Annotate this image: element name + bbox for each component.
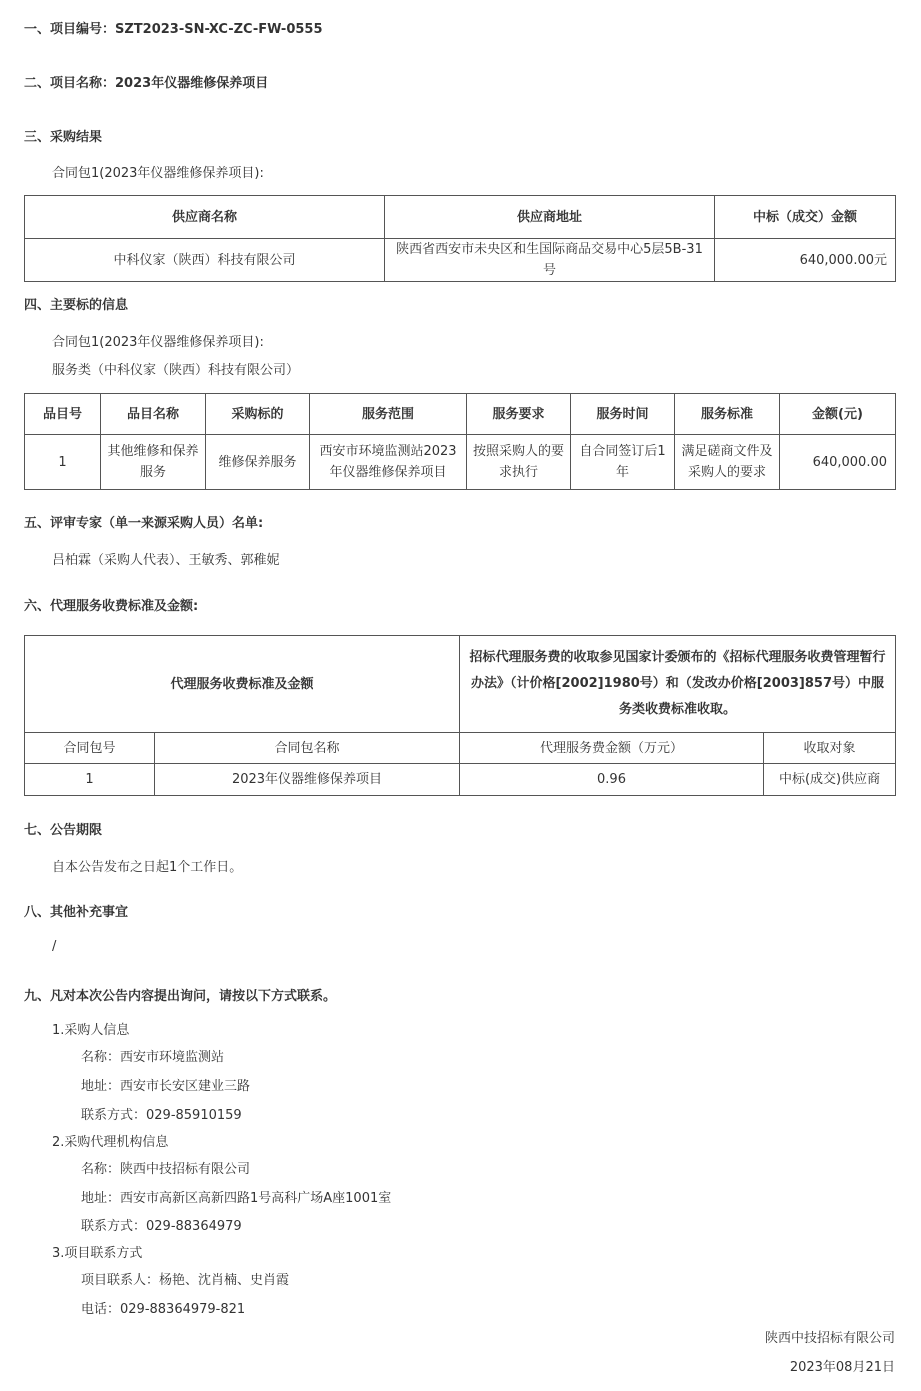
other-matters-text: /	[52, 939, 57, 954]
section-title-agency-fee: 六、代理服务收费标准及金额:	[24, 599, 199, 614]
table-header-row	[25, 196, 896, 239]
contract-package-label-2: 合同包1(2023年仪器维修保养项目):	[52, 335, 264, 350]
agency-info-title: 2.采购代理机构信息	[52, 1135, 169, 1150]
package-name: 2023年仪器维修保养项目	[155, 764, 460, 796]
fee-amount: 0.96	[460, 764, 764, 796]
fee-table	[24, 635, 896, 796]
header-service-scope: 服务范围	[310, 394, 467, 435]
package-no: 1	[25, 764, 155, 796]
supplier-name: 中科仪家（陕西）科技有限公司	[25, 239, 385, 282]
header-package-name: 合同包名称	[155, 733, 460, 764]
header-charged-party: 收取对象	[764, 733, 896, 764]
header-service-standard: 服务标准	[675, 394, 780, 435]
item-no: 1	[25, 435, 101, 490]
project-contact-phone: 电话：029-88364979-821	[81, 1302, 246, 1317]
fee-standard-row	[25, 636, 896, 733]
agency-name: 名称：陕西中技招标有限公司	[81, 1162, 251, 1177]
header-item-name: 品目名称	[101, 394, 206, 435]
purchaser-address: 地址：西安市长安区建业三路	[81, 1079, 251, 1094]
header-subject: 采购标的	[206, 394, 310, 435]
section-title-experts: 五、评审专家（单一来源采购人员）名单:	[24, 516, 264, 531]
service-time: 自合同签订后1年	[571, 435, 675, 490]
bid-amount: 640,000.00元	[715, 239, 896, 282]
header-service-time: 服务时间	[571, 394, 675, 435]
project-number	[24, 18, 323, 37]
project-contact-person: 项目联系人：杨艳、沈肖楠、史肖霞	[81, 1273, 290, 1288]
project-name	[24, 72, 268, 91]
header-service-requirement: 服务要求	[467, 394, 571, 435]
header-bid-amount: 中标（成交）金额	[715, 196, 896, 239]
fee-standard-label: 代理服务收费标准及金额	[25, 636, 460, 733]
section-title-other-matters: 八、其他补充事宜	[24, 905, 129, 920]
notice-period-text: 自本公告发布之日起1个工作日。	[52, 860, 243, 875]
service-requirement: 按照采购人的要求执行	[467, 435, 571, 490]
purchaser-name: 名称：西安市环境监测站	[81, 1050, 225, 1065]
expert-names: 吕柏霖（采购人代表）、王敏秀、郭稚妮	[52, 553, 280, 568]
charged-party: 中标(成交)供应商	[764, 764, 896, 796]
section-title-main-subject: 四、主要标的信息	[24, 298, 129, 313]
purchaser-info-title: 1.采购人信息	[52, 1023, 130, 1038]
header-item-no: 品目号	[25, 394, 101, 435]
project-number-value: SZT2023-SN-XC-ZC-FW-0555	[115, 22, 323, 37]
subject-table	[24, 393, 896, 490]
agency-phone: 联系方式：029-88364979	[81, 1219, 242, 1234]
project-name-value: 2023年仪器维修保养项目	[115, 76, 269, 91]
header-supplier-address: 供应商地址	[385, 196, 715, 239]
footer-company: 陕西中技招标有限公司	[764, 1331, 895, 1346]
header-supplier-name: 供应商名称	[25, 196, 385, 239]
contract-package-label: 合同包1(2023年仪器维修保养项目):	[52, 166, 264, 181]
table-row	[25, 435, 896, 490]
amount: 640,000.00	[780, 435, 896, 490]
result-table	[24, 195, 896, 282]
service-standard: 满足磋商文件及采购人的要求	[675, 435, 780, 490]
item-name: 其他维修和保养服务	[101, 435, 206, 490]
header-amount: 金额(元)	[780, 394, 896, 435]
project-contact-title: 3.项目联系方式	[52, 1246, 143, 1261]
section-title-notice-period: 七、公告期限	[24, 823, 103, 838]
footer-date: 2023年08月21日	[789, 1360, 895, 1375]
supplier-address: 陕西省西安市未央区和生国际商品交易中心5层5B-31号	[385, 239, 715, 282]
table-header-row	[25, 394, 896, 435]
section-title-procurement-result: 三、采购结果	[24, 130, 103, 145]
table-header-row	[25, 733, 896, 764]
project-number-label: 一、项目编号：	[24, 22, 116, 37]
service-scope: 西安市环境监测站2023年仪器维修保养项目	[310, 435, 467, 490]
service-category-label: 服务类（中科仪家（陕西）科技有限公司）	[52, 363, 300, 378]
header-package-no: 合同包号	[25, 733, 155, 764]
table-row	[25, 239, 896, 282]
header-fee-amount: 代理服务费金额（万元）	[460, 733, 764, 764]
section-title-contact: 九、凡对本次公告内容提出询问，请按以下方式联系。	[24, 989, 337, 1004]
project-name-label: 二、项目名称：	[24, 76, 116, 91]
table-row	[25, 764, 896, 796]
fee-standard-description: 招标代理服务费的收取参见国家计委颁布的《招标代理服务收费管理暂行办法》（计价格[2002]1980号）和（发改办价格[2003]857号）中服务类收费标准收取。	[460, 636, 896, 733]
subject: 维修保养服务	[206, 435, 310, 490]
purchaser-phone: 联系方式：029-85910159	[81, 1108, 242, 1123]
agency-address: 地址：西安市高新区高新四路1号高科广场A座1001室	[81, 1191, 392, 1206]
